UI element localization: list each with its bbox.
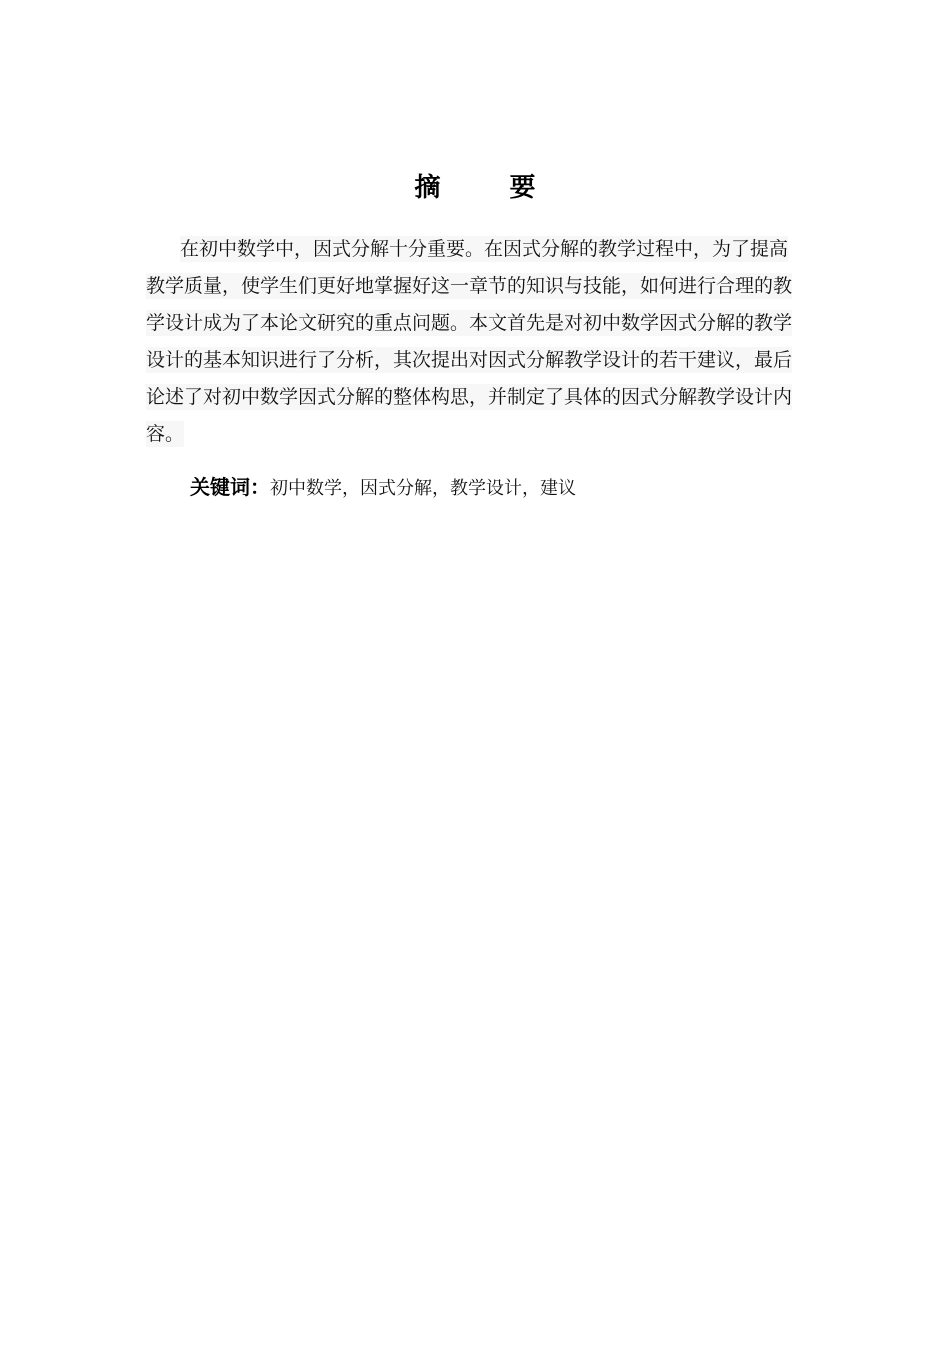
abstract-line bbox=[146, 379, 806, 416]
abstract-line bbox=[146, 231, 806, 268]
abstract-line-text: 学设计成为了本论文研究的重点问题。本文首先是对初中数学因式分解的教学 bbox=[146, 312, 793, 334]
keywords-value: 初中数学，因式分解，教学设计，建议 bbox=[270, 478, 576, 499]
abstract-line bbox=[146, 342, 806, 379]
abstract-line-text: 论述了对初中数学因式分解的整体构思，并制定了具体的因式分解教学设计内 bbox=[146, 386, 793, 408]
abstract-title: 摘 要 bbox=[414, 173, 566, 203]
abstract-line-text: 教学质量，使学生们更好地掌握好这一章节的知识与技能，如何进行合理的教 bbox=[146, 275, 793, 297]
abstract-line-text: 在初中数学中，因式分解十分重要。在因式分解的教学过程中，为了提高 bbox=[180, 238, 789, 260]
abstract-line bbox=[146, 305, 806, 342]
abstract-line bbox=[146, 268, 806, 305]
abstract-body bbox=[146, 231, 806, 453]
keywords-label: 关键词： bbox=[190, 475, 270, 499]
abstract-line bbox=[146, 416, 806, 453]
keywords-row bbox=[190, 470, 576, 504]
abstract-line-text: 容。 bbox=[146, 423, 185, 445]
abstract-line-text: 设计的基本知识进行了分析，其次提出对因式分解教学设计的若干建议，最后 bbox=[146, 349, 793, 371]
